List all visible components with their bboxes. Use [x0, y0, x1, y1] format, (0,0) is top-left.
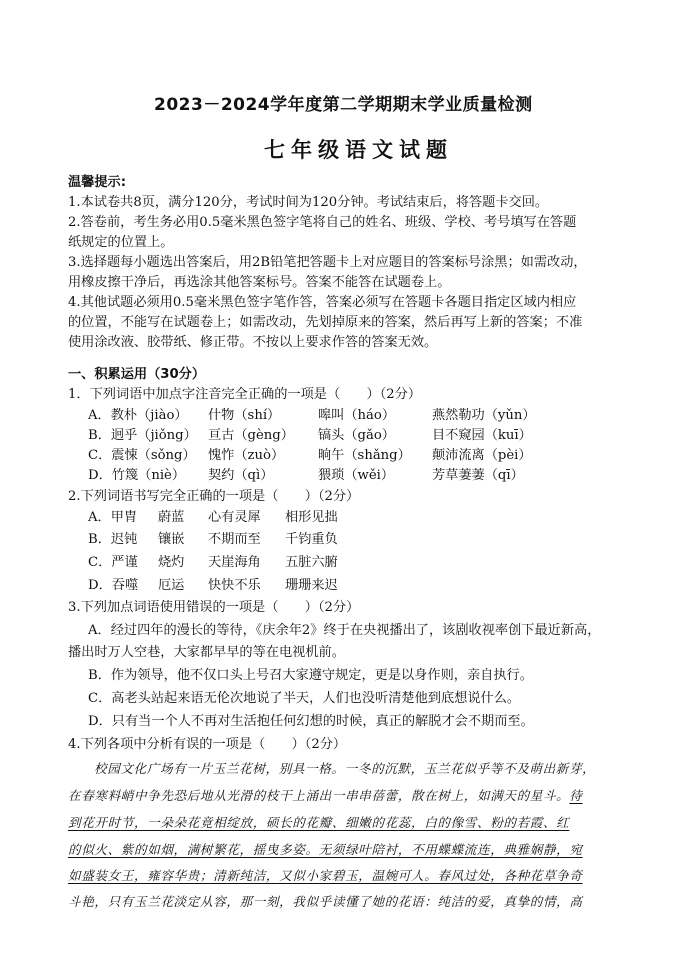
option-cell: 晌午（shǎng） — [318, 448, 411, 463]
question-stem: 3.下列加点词语使用错误的一项是（ ）（2分） — [68, 600, 360, 615]
passage-line — [68, 813, 569, 833]
tips-line: 4.其他试题必须用0.5毫米黑色签字笔作答，答案必须写在答题卡各题目指定区域内相应 — [68, 295, 577, 310]
passage-underlined-text: 如盛装女王，雍容华贵；清新纯洁，又似小家碧玉，温婉可人。春风过处，各种花草争奇 — [68, 868, 583, 883]
option-cell: 蔚蓝 — [158, 510, 185, 525]
tips-line: 使用涂改液、胶带纸、修正带。不按以上要求作答的答案无效。 — [68, 335, 438, 350]
option-cell: 千钧重负 — [285, 532, 338, 547]
passage-line — [68, 786, 583, 806]
option-cell: 颠沛流离（pèi） — [432, 448, 532, 463]
option-cell: D．竹篾（niè） — [88, 468, 186, 483]
option-cell: A．甲胄 — [88, 510, 138, 525]
option-line: 播出时万人空巷，大家都早早的等在电视机前。 — [68, 645, 345, 660]
option-cell: 烧灼 — [158, 555, 185, 570]
option-cell: 相形见拙 — [285, 510, 338, 525]
option-cell: B．迥乎（jiǒng） — [88, 428, 197, 443]
option-line: A．经过四年的漫长的等待，《庆余年2》终于在央视播出了，该剧收视率创下最近新高， — [88, 623, 601, 638]
option-cell: 芳草萋萋（qī） — [432, 468, 524, 483]
passage-line — [68, 840, 583, 860]
option-cell: 愧怍（zuò） — [208, 448, 285, 463]
tips-line: 2.答卷前，考生务必用0.5毫米黑色签字笔将自己的姓名、班级、学校、考号填写在答题 — [68, 215, 577, 230]
option-cell: 什物（shí） — [208, 408, 281, 423]
exam-title: 2023－2024学年度第二学期期末学业质量检测 — [154, 95, 533, 115]
option-cell: D．吞噬 — [88, 578, 139, 593]
option-cell: 嗥叫（háo） — [318, 408, 396, 423]
option-cell: C．严谨 — [88, 555, 138, 570]
option-cell: 厄运 — [158, 578, 185, 593]
passage-text: 在春寒料峭中争先恐后地从光滑的枝干上涌出一串串蓓蕾，散在树上，如满天的星斗。 — [68, 788, 570, 803]
question-stem: 2.下列词语书写完全正确的一项是（ ）（2分） — [68, 489, 360, 504]
question-stem: 4.下列各项中分析有误的一项是（ ）（2分） — [68, 737, 347, 752]
exam-subtitle: 七年级语文试题 — [264, 137, 453, 162]
option-cell: 燕然勒功（yǔn） — [432, 408, 536, 423]
passage-text: 校园文化广场有一片玉兰花树，别具一格。一冬的沉默，玉兰花似乎等不及萌出新芽， — [94, 761, 596, 776]
option-cell: 五脏六腑 — [285, 555, 338, 570]
question-stem: 1．下列词语中加点字注音完全正确的一项是（ ）（2分） — [68, 387, 422, 402]
tips-line: 用橡皮擦干净后，再选涂其他答案标号。答案不能答在试题卷上。 — [68, 275, 451, 290]
option-cell: 目不窥园（kuī） — [432, 428, 532, 443]
tips-heading: 温馨提示: — [68, 175, 127, 190]
option-cell: 镐头（gǎo） — [318, 428, 395, 443]
tips-line: 1.本试卷共8页，满分120分，考试时间为120分钟。考试结束后，将答题卡交回。 — [68, 195, 549, 210]
passage-underlined-text: 待 — [569, 788, 583, 803]
option-cell: 契约（qì） — [208, 468, 274, 483]
option-line: D．只有当一个人不再对生活抱任何幻想的时候，真正的解脱才会不期而至。 — [88, 714, 534, 729]
passage-line — [68, 866, 583, 886]
tips-line: 的位置，不能写在试题卷上；如需改动，先划掉原来的答案，然后再写上新的答案；不准 — [68, 315, 583, 330]
option-cell: 珊珊来迟 — [285, 578, 338, 593]
option-cell: 天崖海角 — [208, 555, 261, 570]
option-cell: 镶嵌 — [158, 532, 185, 547]
option-cell: 不期而至 — [208, 532, 261, 547]
option-cell: A．教朴（jiào） — [88, 408, 188, 423]
section-heading: 一、积累运用（30分） — [68, 367, 206, 382]
option-cell: C．震悚（sǒng） — [88, 448, 196, 463]
tips-line: 3.选择题每小题选出答案后，用2B铅笔把答题卡上对应题目的答案标号涂黑；如需改动， — [68, 255, 587, 270]
option-line: B．作为领导，他不仅口头上号召大家遵守规定，更是以身作则，亲自执行。 — [88, 668, 533, 683]
tips-line: 纸规定的位置上。 — [68, 235, 174, 250]
option-cell: 快快不乐 — [208, 578, 261, 593]
passage-text: 斗艳，只有玉兰花淡定从容，那一刻，我似乎读懂了她的花语：纯洁的爱，真挚的情，高 — [68, 894, 583, 909]
passage-underlined-text: 的似火、紫的如烟，满树繁花，摇曳多姿。无须绿叶陪衬，不用蝶蝶流连，典雅娴静，宛 — [68, 842, 583, 857]
option-cell: 心有灵犀 — [208, 510, 261, 525]
option-cell: 猥琐（wěi） — [318, 468, 395, 483]
passage-underlined-text: 到花开时节，一朵朵花竟相绽放，硕长的花瓣、细嫩的花蕊，白的像雪、粉的若霞、红 — [68, 815, 570, 830]
option-cell: 亘古（gèng） — [208, 428, 294, 443]
passage-line — [68, 892, 583, 912]
option-cell: B．迟钝 — [88, 532, 138, 547]
option-line: C．高老头站起来语无伦次地说了半天，人们也没听清楚他到底想说什么。 — [88, 691, 521, 706]
passage-line — [94, 759, 595, 779]
